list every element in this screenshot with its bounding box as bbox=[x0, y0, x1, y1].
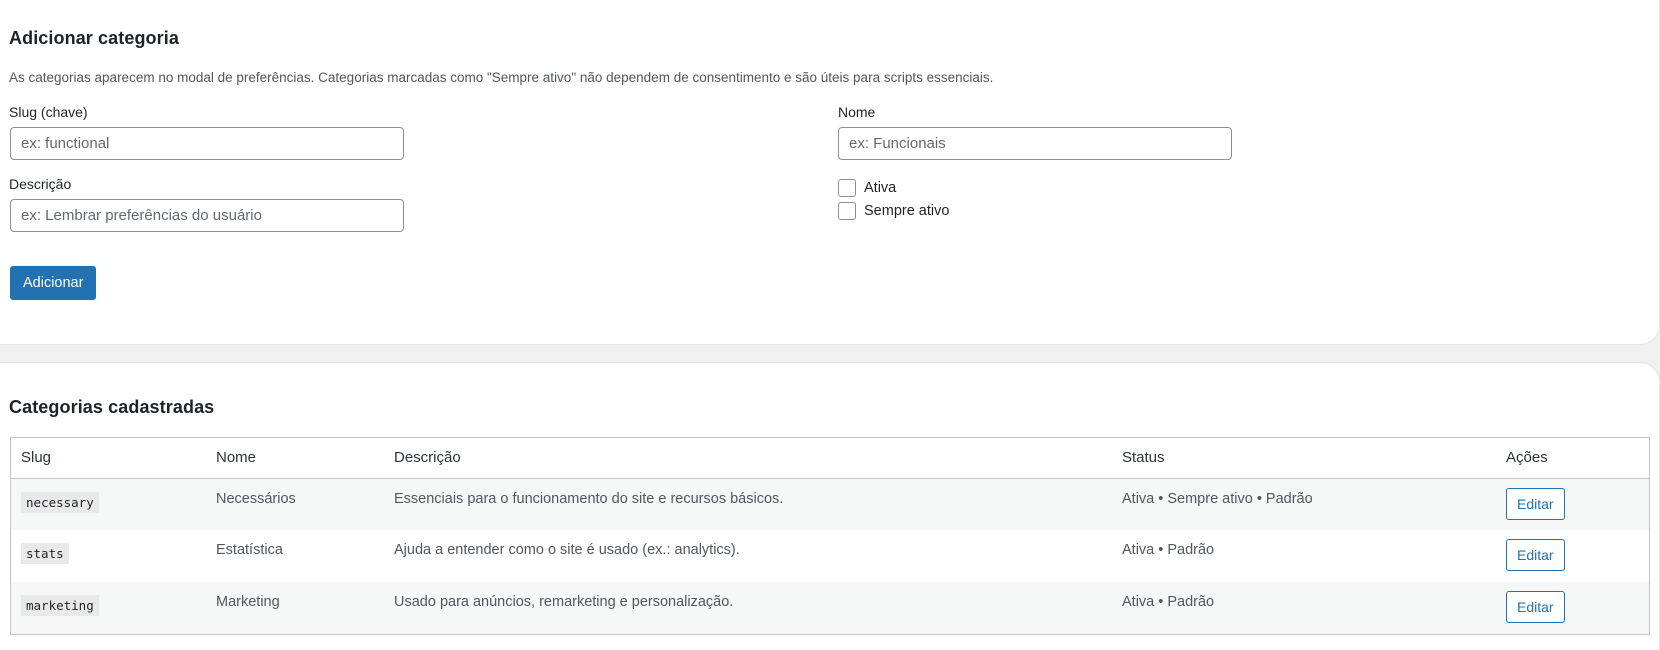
table-row bbox=[11, 582, 1649, 634]
categories-table bbox=[10, 437, 1650, 635]
descricao-label: Descrição bbox=[9, 176, 72, 192]
column-header-nome: Nome bbox=[206, 438, 384, 478]
column-header-acoes: Ações bbox=[1496, 438, 1649, 478]
nome-input[interactable] bbox=[838, 127, 1232, 160]
slug-code: necessary bbox=[21, 492, 99, 513]
cell-nome: Estatística bbox=[206, 530, 384, 582]
edit-button[interactable]: Editar bbox=[1506, 488, 1565, 520]
sempre-ativo-checkbox[interactable] bbox=[838, 202, 856, 220]
slug-code: marketing bbox=[21, 595, 99, 616]
cell-descricao: Usado para anúncios, remarketing e personalização. bbox=[384, 582, 1112, 634]
cell-status: Ativa • Padrão bbox=[1112, 582, 1496, 634]
cell-nome: Necessários bbox=[206, 478, 384, 530]
column-header-descricao: Descrição bbox=[384, 438, 1112, 478]
edit-button[interactable]: Editar bbox=[1506, 591, 1565, 623]
cell-status: Ativa • Padrão bbox=[1112, 530, 1496, 582]
add-category-help: As categorias aparecem no modal de preferências. Categorias marcadas como "Sempre ativo" não dependem de consentimento e são úteis para scripts essenciais. bbox=[9, 70, 994, 85]
sempre-ativo-label: Sempre ativo bbox=[864, 203, 950, 219]
add-button[interactable]: Adicionar bbox=[10, 266, 96, 300]
edit-button[interactable]: Editar bbox=[1506, 539, 1565, 571]
slug-input[interactable] bbox=[10, 127, 404, 160]
cell-acoes bbox=[1496, 478, 1649, 530]
cell-acoes bbox=[1496, 530, 1649, 582]
cell-descricao: Essenciais para o funcionamento do site e recursos básicos. bbox=[384, 478, 1112, 530]
cell-slug bbox=[11, 582, 206, 634]
cell-acoes bbox=[1496, 582, 1649, 634]
column-header-slug: Slug bbox=[11, 438, 206, 478]
categories-list-card bbox=[0, 362, 1660, 650]
slug-code: stats bbox=[21, 543, 69, 564]
ativa-label: Ativa bbox=[864, 180, 897, 196]
sempre-ativo-option[interactable] bbox=[838, 202, 949, 220]
column-header-status: Status bbox=[1112, 438, 1496, 478]
cell-slug bbox=[11, 478, 206, 530]
descricao-input[interactable] bbox=[10, 199, 404, 232]
cell-descricao: Ajuda a entender como o site é usado (ex.: analytics). bbox=[384, 530, 1112, 582]
categories-list-title: Categorias cadastradas bbox=[9, 397, 215, 417]
add-category-title: Adicionar categoria bbox=[9, 28, 179, 48]
cell-slug bbox=[11, 530, 206, 582]
ativa-checkbox[interactable] bbox=[838, 179, 856, 197]
table-row bbox=[11, 530, 1649, 582]
table-row bbox=[11, 478, 1649, 530]
slug-label: Slug (chave) bbox=[9, 104, 88, 120]
cell-status: Ativa • Sempre ativo • Padrão bbox=[1112, 478, 1496, 530]
table-header-row bbox=[11, 438, 1649, 478]
ativa-option[interactable] bbox=[838, 179, 896, 197]
nome-label: Nome bbox=[838, 104, 876, 120]
cell-nome: Marketing bbox=[206, 582, 384, 634]
